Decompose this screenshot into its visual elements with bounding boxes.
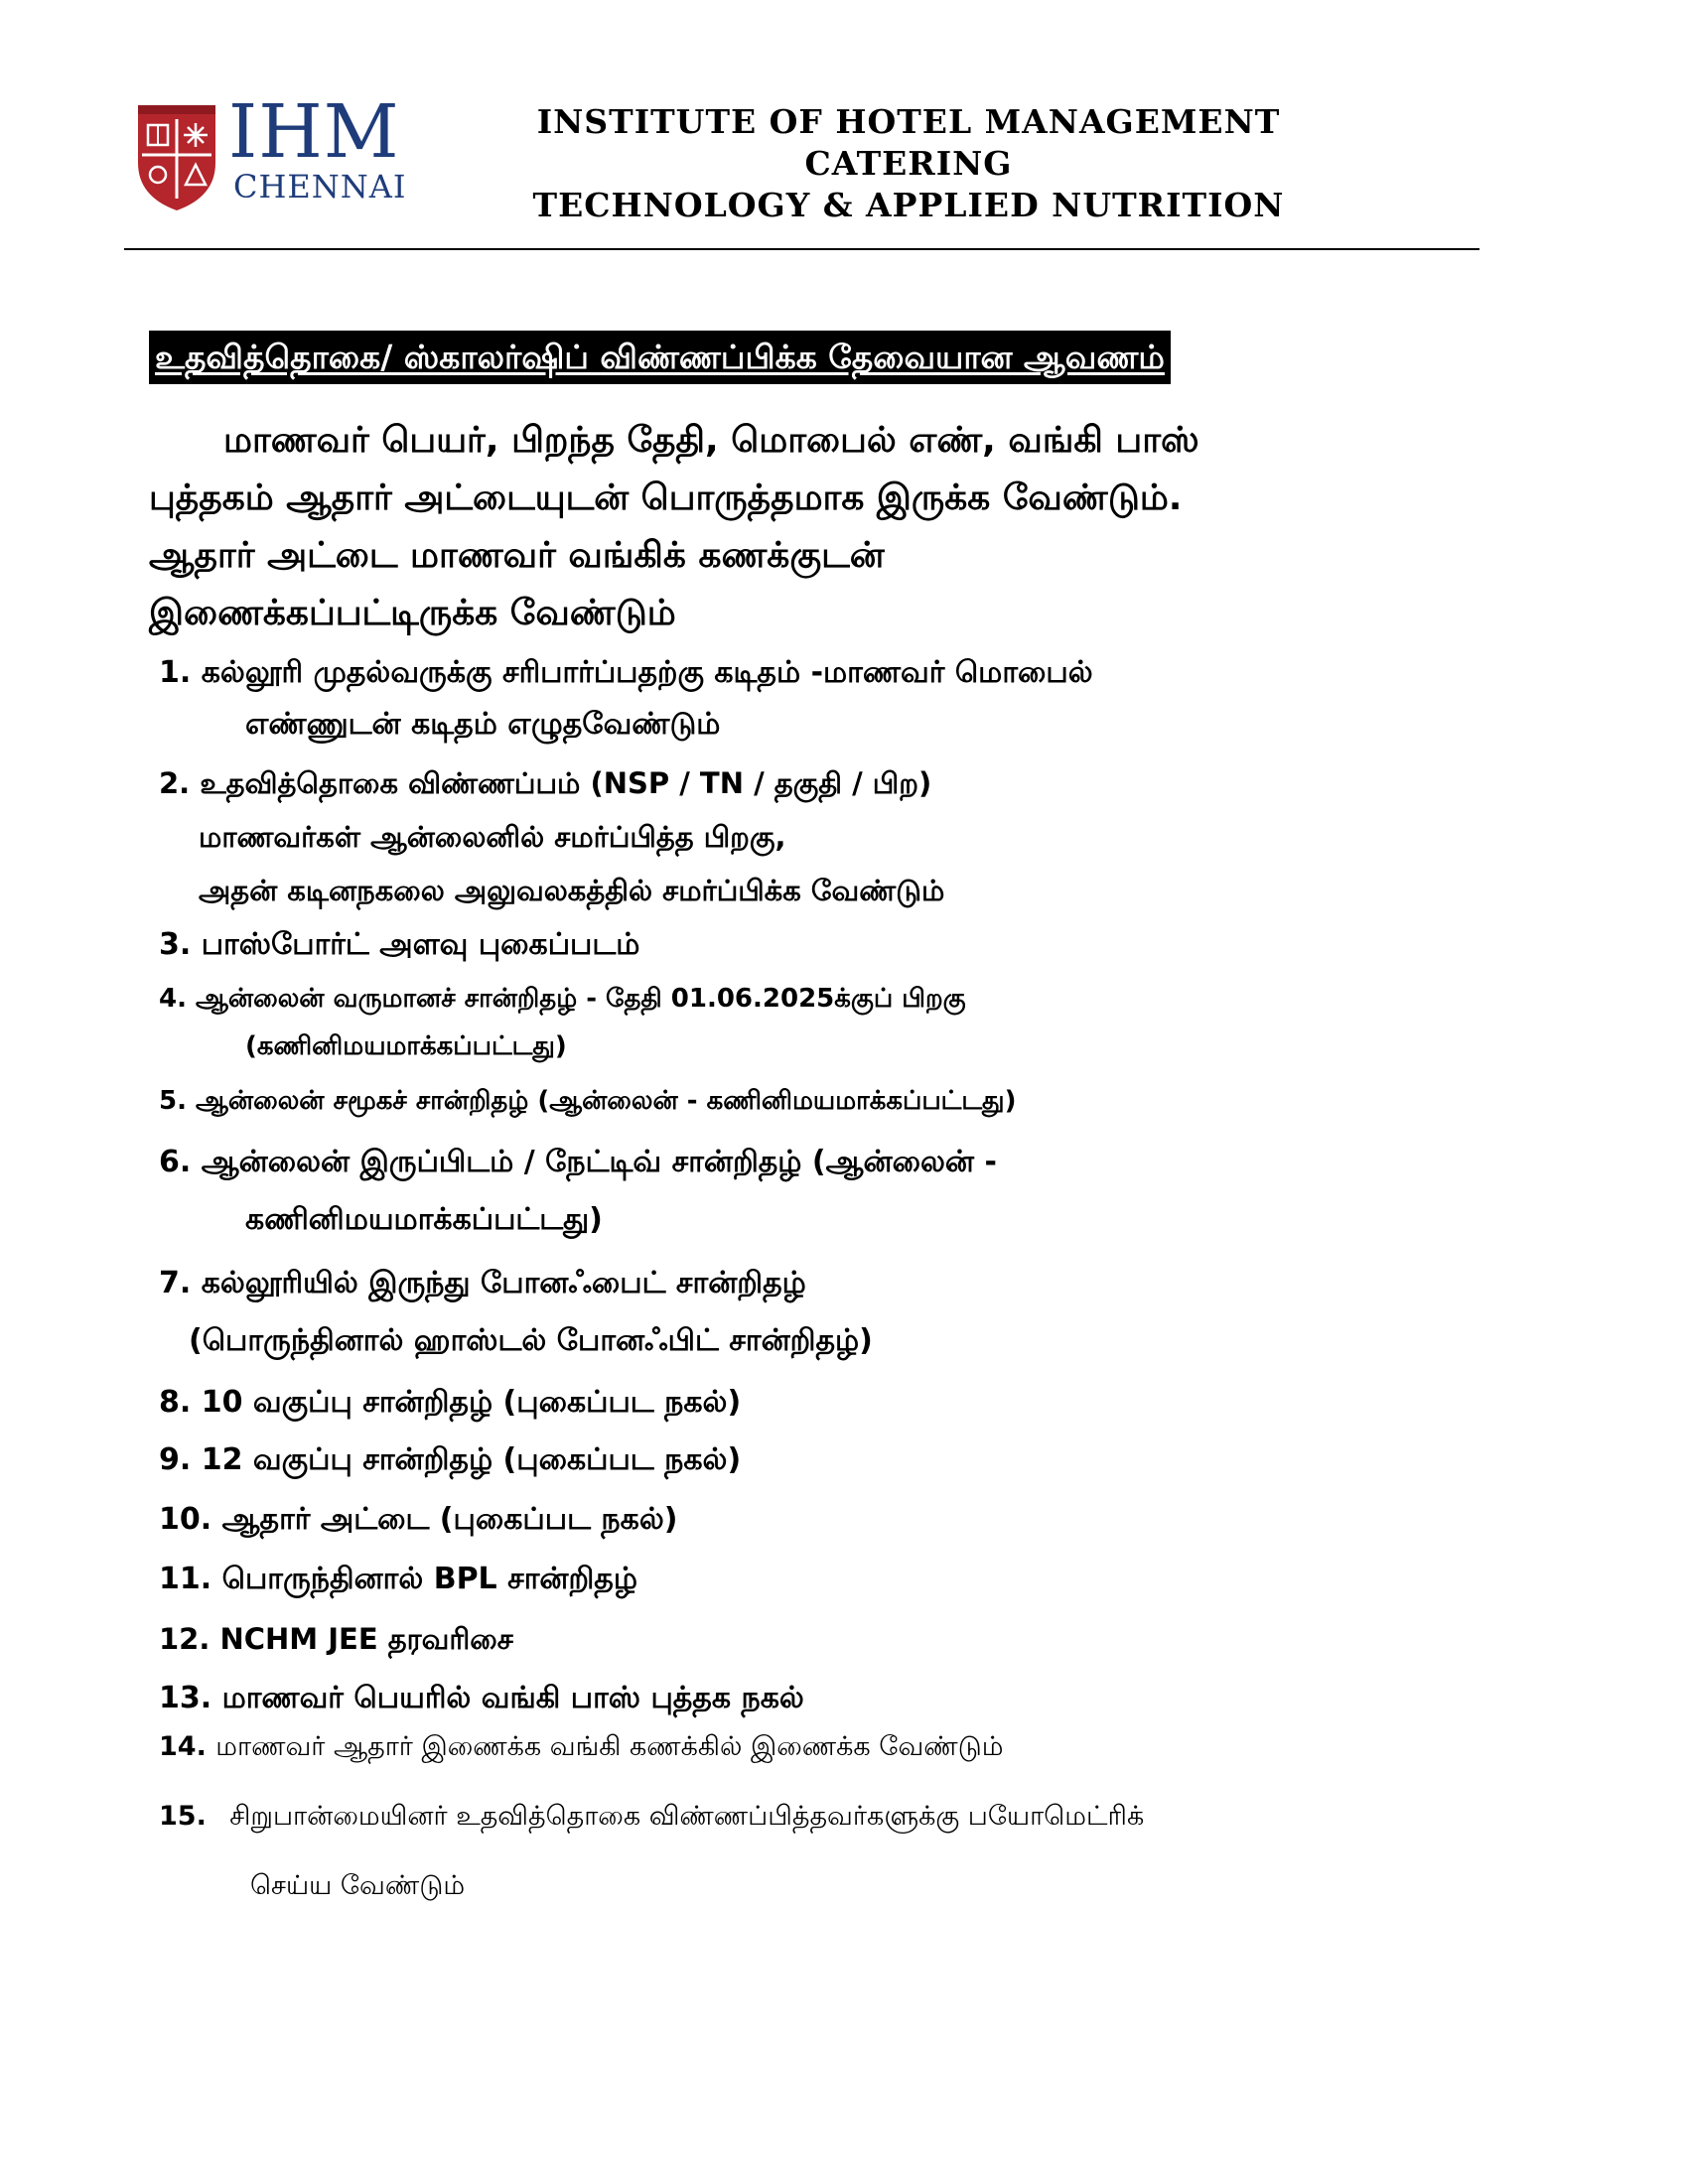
list-item (159, 1610, 513, 1668)
item-text: மாணவர் பெயரில் வங்கி பாஸ் புத்தக நகல் (221, 1681, 804, 1715)
list-item (159, 1551, 637, 1608)
item-number: 13. (159, 1681, 212, 1715)
intro-line: இணைக்கப்பட்டிருக்க வேண்டும் (149, 593, 676, 633)
item-text-continued: அதன் கடினநகலை அலுவலகத்தில் சமர்ப்பிக்க வேண்டும் (199, 874, 945, 907)
crest-shield-icon (134, 101, 219, 212)
list-item (159, 1782, 1144, 1921)
list-item (159, 919, 639, 971)
list-item (159, 647, 1093, 751)
document-title: உதவித்தொகை/ ஸ்காலர்ஷிப் விண்ணப்பிக்க தேவையான ஆவணம் (149, 331, 1171, 384)
item-number: 10. (159, 1502, 212, 1537)
list-item (159, 1076, 1016, 1126)
item-text: ஆதார் அட்டை (புகைப்பட நகல்) (221, 1502, 678, 1537)
list-item (159, 1721, 1003, 1773)
list-item (159, 1374, 741, 1432)
list-item (159, 1491, 677, 1549)
intro-paragraph (149, 412, 1470, 642)
institute-name (462, 101, 1355, 226)
item-text: பொருந்தினால் BPL சான்றிதழ் (221, 1562, 637, 1596)
list-item (159, 1134, 997, 1249)
list-item (159, 1670, 804, 1727)
item-number: 7. (159, 1266, 192, 1300)
list-item (159, 756, 944, 917)
item-number: 6. (159, 1145, 192, 1179)
list-item (159, 1432, 741, 1489)
item-number: 12. (159, 1622, 211, 1656)
institute-name-line-2: TECHNOLOGY & APPLIED NUTRITION (532, 186, 1285, 224)
item-text: உதவித்தொகை விண்ணப்பம் (NSP / TN / தகுதி / பிற) (200, 766, 932, 800)
item-text: கல்லூரி முதல்வருக்கு சரிபார்ப்பதற்கு கடிதம் -மாணவர் மொபைல் (201, 655, 1093, 690)
list-item (159, 1255, 873, 1370)
item-text: ஆன்லைன் இருப்பிடம் / நேட்டிவ் சான்றிதழ் (ஆன்லைன் - (201, 1145, 997, 1179)
item-number: 15. (159, 1801, 207, 1832)
item-text: சிறுபான்மையினர் உதவித்தொகை விண்ணப்பித்தவர்களுக்கு பயோமெட்ரிக் (229, 1801, 1145, 1832)
item-number: 14. (159, 1731, 207, 1762)
item-text: கல்லூரியில் இருந்து போனஃபைட் சான்றிதழ் (201, 1266, 806, 1300)
item-number: 9. (159, 1442, 192, 1477)
item-text-continued: (பொருந்தினால் ஹாஸ்டல் போனஃபிட் சான்றிதழ்) (189, 1323, 873, 1358)
item-text-continued: கணினிமயமாக்கப்பட்டது) (245, 1202, 603, 1237)
header-divider (124, 248, 1479, 250)
item-text: NCHM JEE தரவரிசை (219, 1622, 513, 1656)
item-text: ஆன்லைன் வருமானச் சான்றிதழ் - தேதி 01.06.2025க்குப் பிறகு (196, 984, 966, 1014)
item-number: 1. (159, 655, 192, 690)
item-number: 2. (159, 766, 191, 800)
item-text: பாஸ்போர்ட் அளவு புகைப்படம் (201, 927, 640, 962)
item-text: 12 வகுப்பு சான்றிதழ் (புகைப்பட நகல்) (201, 1442, 742, 1477)
item-text-continued: (கணினிமயமாக்கப்பட்டது) (245, 1031, 567, 1061)
intro-line: புத்தகம் ஆதார் அட்டையுடன் பொருத்தமாக இருக்க வேண்டும். (149, 478, 1183, 518)
item-text-continued: எண்ணுடன் கடிதம் எழுதவேண்டும் (245, 707, 721, 742)
item-text: ஆன்லைன் சமூகச் சான்றிதழ் (ஆன்லைன் - கணினிமயமாக்கப்பட்டது) (196, 1086, 1017, 1116)
item-text-continued: மாணவர்கள் ஆன்லைனில் சமர்ப்பித்த பிறகு, (199, 820, 786, 854)
item-text: 10 வகுப்பு சான்றிதழ் (புகைப்பட நகல்) (201, 1385, 742, 1420)
logo-city: CHENNAI (233, 168, 407, 205)
intro-line: மாணவர் பெயர், பிறந்த தேதி, மொபைல் எண், வங்கி பாஸ் (223, 420, 1199, 461)
item-number: 5. (159, 1086, 187, 1116)
intro-line: ஆதார் அட்டை மாணவர் வங்கிக் கணக்குடன் (149, 535, 885, 576)
item-number: 8. (159, 1385, 192, 1420)
item-number: 11. (159, 1562, 212, 1596)
item-number: 4. (159, 984, 187, 1014)
institute-name-line-1: INSTITUTE OF HOTEL MANAGEMENT CATERING (536, 102, 1281, 183)
item-text: மாணவர் ஆதார் இணைக்க வங்கி கணக்கில் இணைக்க வேண்டும் (215, 1731, 1004, 1762)
logo-wordmark: IHM (228, 89, 400, 175)
ihm-chennai-logo (134, 89, 422, 215)
list-item (159, 975, 966, 1070)
item-text-continued: செய்ய வேண்டும் (250, 1870, 466, 1901)
document-header (124, 89, 1455, 224)
item-number: 3. (159, 927, 192, 962)
